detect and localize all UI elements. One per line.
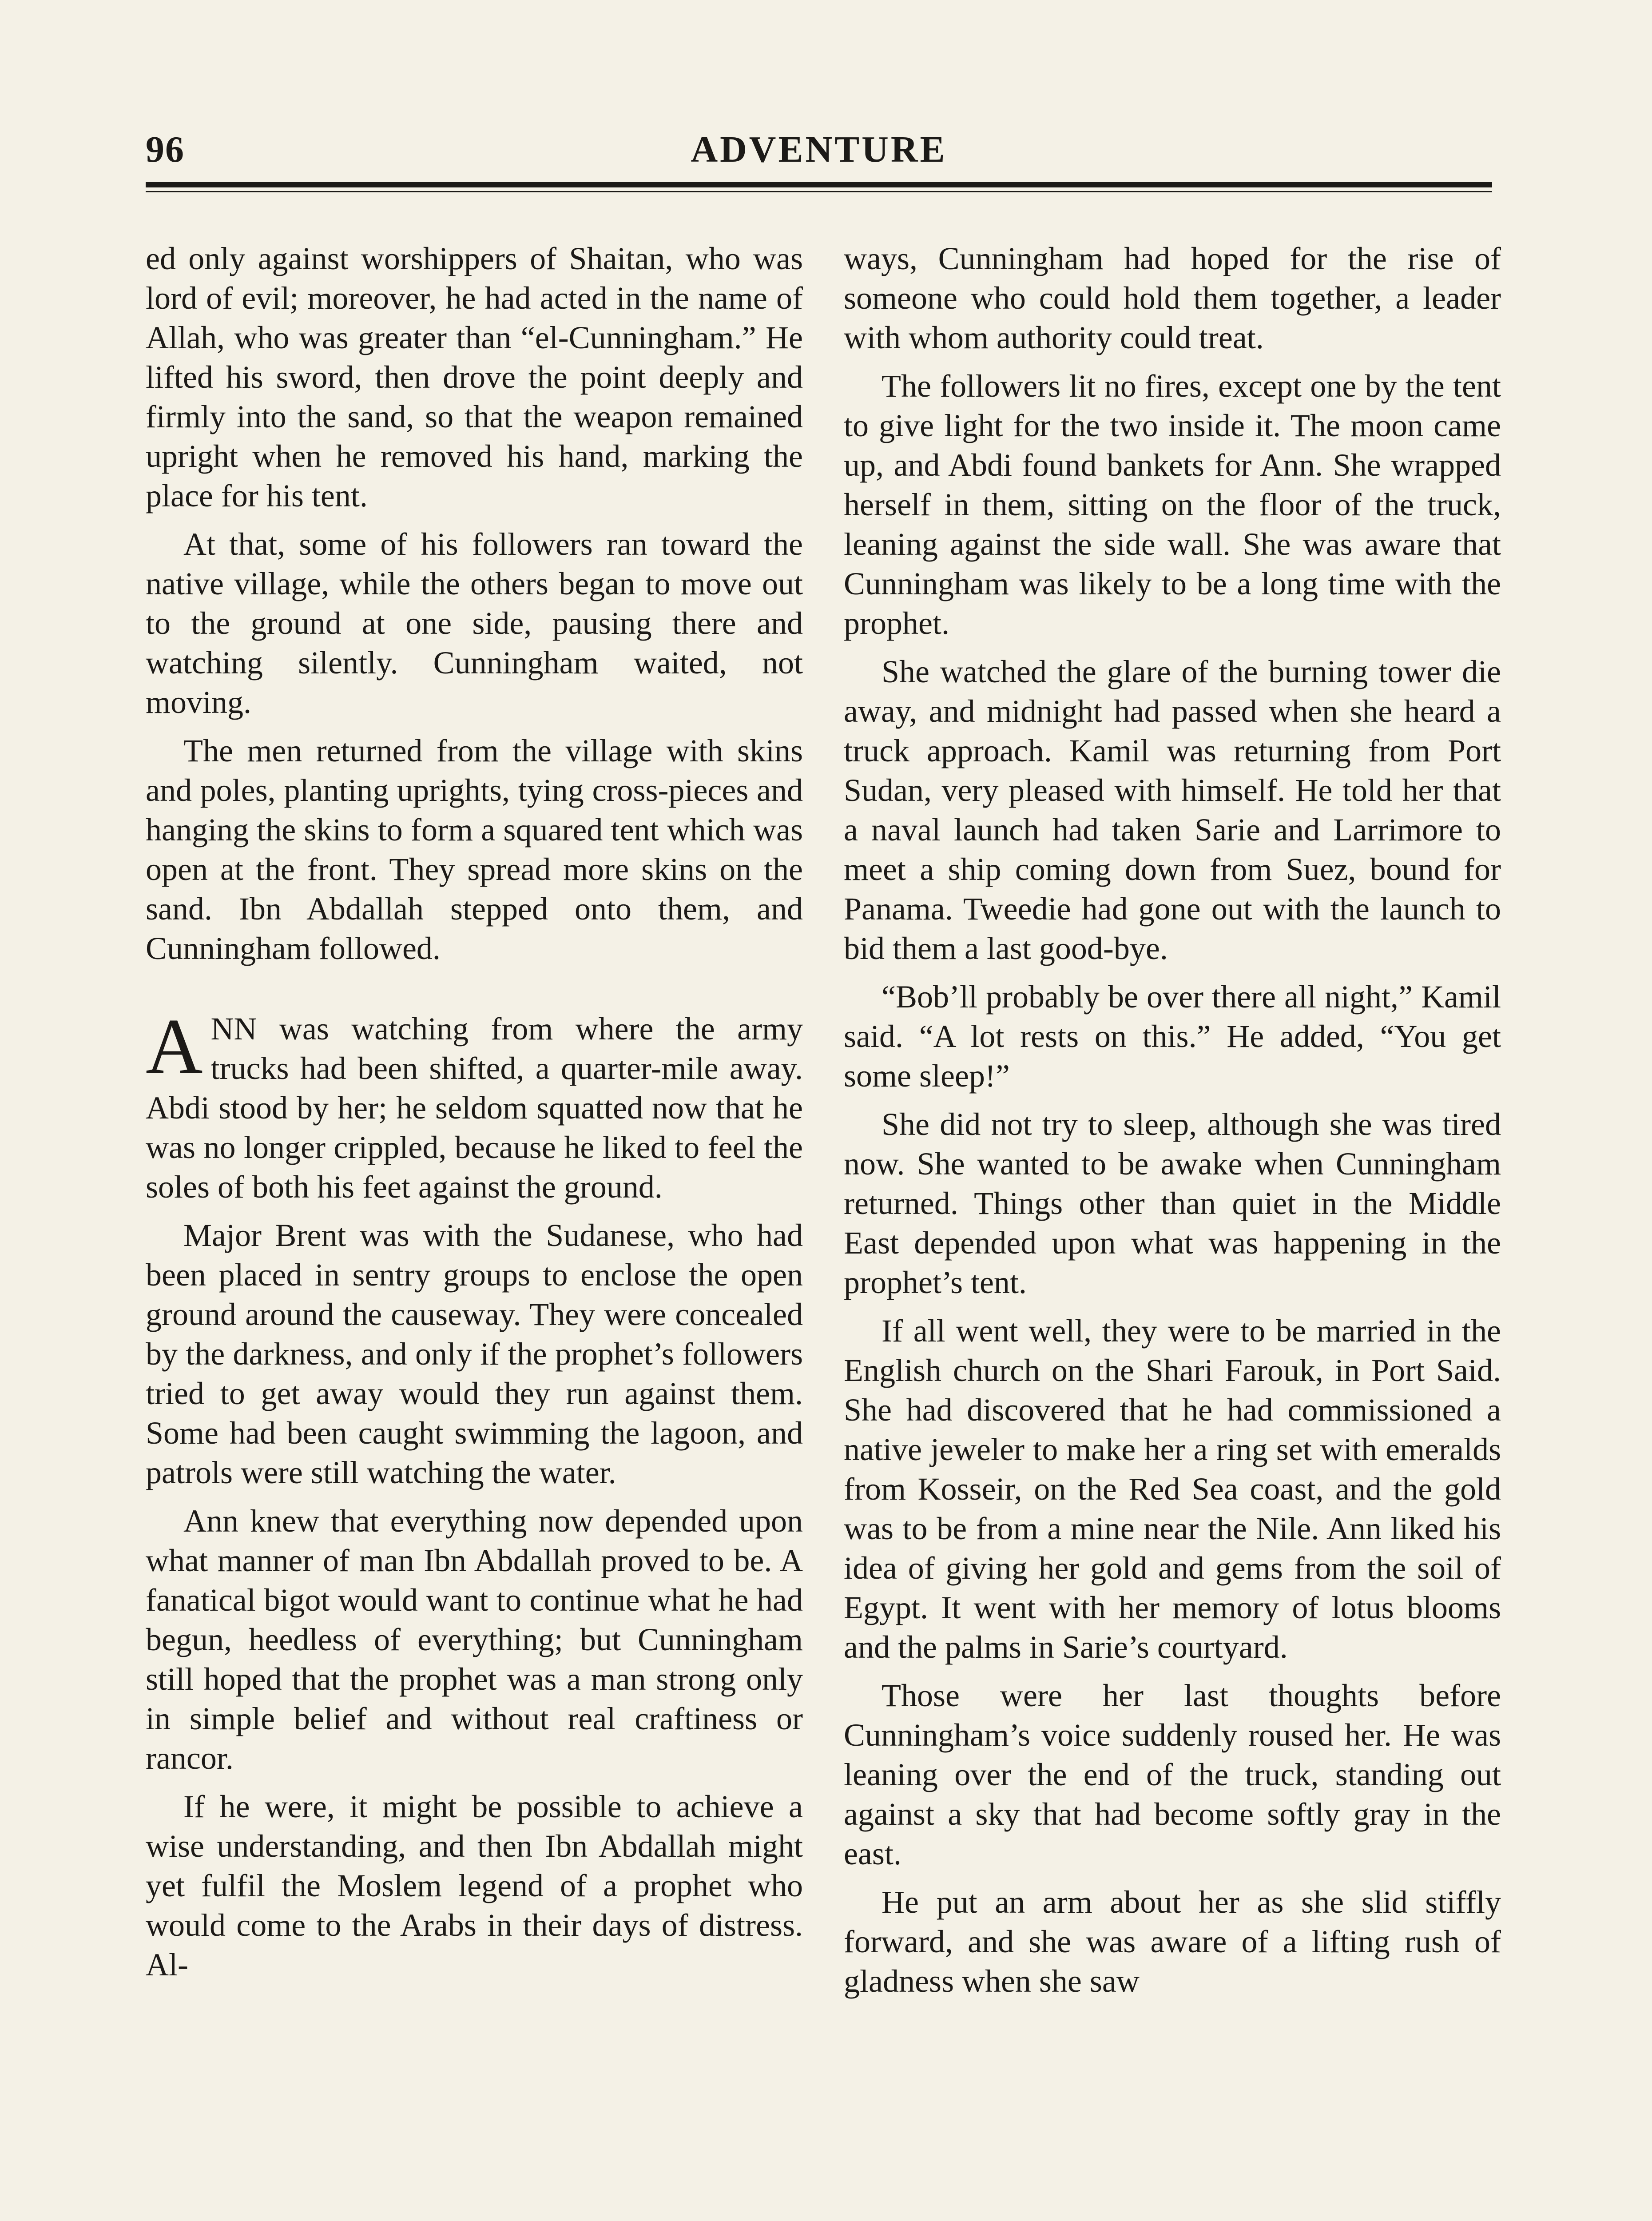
header-rule-thin [146,191,1492,192]
paragraph: ed only against worshippers of Shaitan, who was lord of evil; moreover, he had acted in the name of Allah, who was greater than “el-Cunningham.” He lifted his sword, then drove the point deeply and firmly into the sand, so that the weapon remained upright when he removed his hand, marking the place for his tent. [146,241,803,513]
paragraph: The followers lit no fires, except one by the tent to give light for the two inside it. The moon came up, and Abdi found bankets for Ann. She wrapped herself in them, sitting on the floor of the truck, leaning against the side wall. She was aware that Cunningham was likely to be a long time with the prophet. [844,368,1501,641]
paragraph: If all went well, they were to be married in the English church on the Shari Farouk, in Port Said. She had discovered that he had commissioned a native jeweler to make her a ring set with emeralds from Kosseir, on the Red Sea coast, and the gold was to be from a mine near the Nile. Ann liked his idea of giving her gold and gems from the soil of Egypt. It went with her memory of lotus blooms and the palms in Sarie’s courtyard. [844,1313,1501,1665]
paragraph: The men returned from the village with skins and poles, planting uprights, tying cross-pieces and hanging the skins to form a squared tent which was open at the front. They spread more skins on the sand. Ibn Abdallah stepped onto them, and Cunningham followed. [146,733,803,966]
paragraph: He put an arm about her as she slid stiffly forward, and she was aware of a lifting rush of gladness when she saw [844,1884,1501,1999]
drop-cap: A [146,1002,203,1090]
page-header [146,123,1492,186]
section-first-text: NN was watching from where the army trucks had been shifted, a quarter-mile away. Abdi stood by her; he seldom squatted now that he was no longer crippled, because he liked to feel the soles of both his feet against the ground. [146,1011,803,1205]
left-column [146,239,803,2221]
paragraph: She watched the glare of the burning tower die away, and midnight had passed when she heard a truck approach. Kamil was returning from Port Sudan, very pleased with himself. He told her that a naval launch had taken Sarie and Larrimore to meet a ship coming down from Suez, bound for Panama. Tweedie had gone out with the launch to bid them a last good-bye. [844,654,1501,966]
running-title: ADVENTURE [691,129,947,170]
paragraph: Major Brent was with the Sudanese, who had been placed in sentry groups to enclose the open ground around the causeway. They were concealed by the darkness, and only if the prophet’s followers tried to get away would they run against them. Some had been caught swimming the lagoon, and patrols were still watching the water. [146,1218,803,1490]
paragraph: “Bob’ll probably be over there all night,” Kamil said. “A lot rests on this.” He added, “You get some sleep!” [844,979,1501,1094]
paragraph: She did not try to sleep, although she was tired now. She wanted to be awake when Cunningham returned. Things other than quiet in the Middle East depended upon what was happening in the prophet’s tent. [844,1107,1501,1300]
right-column [844,239,1501,2221]
paragraph: If he were, it might be possible to achieve a wise understanding, and then Ibn Abdallah might yet fulfil the Moslem legend of a prophet who would come to the Arabs in their days of distress. Al- [146,1789,803,1982]
section-start-paragraph [146,1002,803,1207]
paragraph: Those were her last thoughts before Cunningham’s voice suddenly roused her. He was leaning over the end of the truck, standing out against a sky that had become softly gray in the east. [844,1678,1501,1871]
header-rule-thick [146,182,1492,187]
page-number: 96 [146,129,185,170]
paragraph: ways, Cunningham had hoped for the rise of someone who could hold them together, a leader with whom authority could treat. [844,241,1501,355]
paragraph: At that, some of his followers ran toward the native village, while the others began to move out to the ground at one side, pausing there and watching silently. Cunningham waited, not moving. [146,526,803,720]
paragraph: Ann knew that everything now depended upon what manner of man Ibn Abdallah proved to be. A fanatical bigot would want to continue what he had begun, heedless of everything; but Cunningham still hoped that the prophet was a man strong only in simple belief and without real craftiness or rancor. [146,1503,803,1776]
